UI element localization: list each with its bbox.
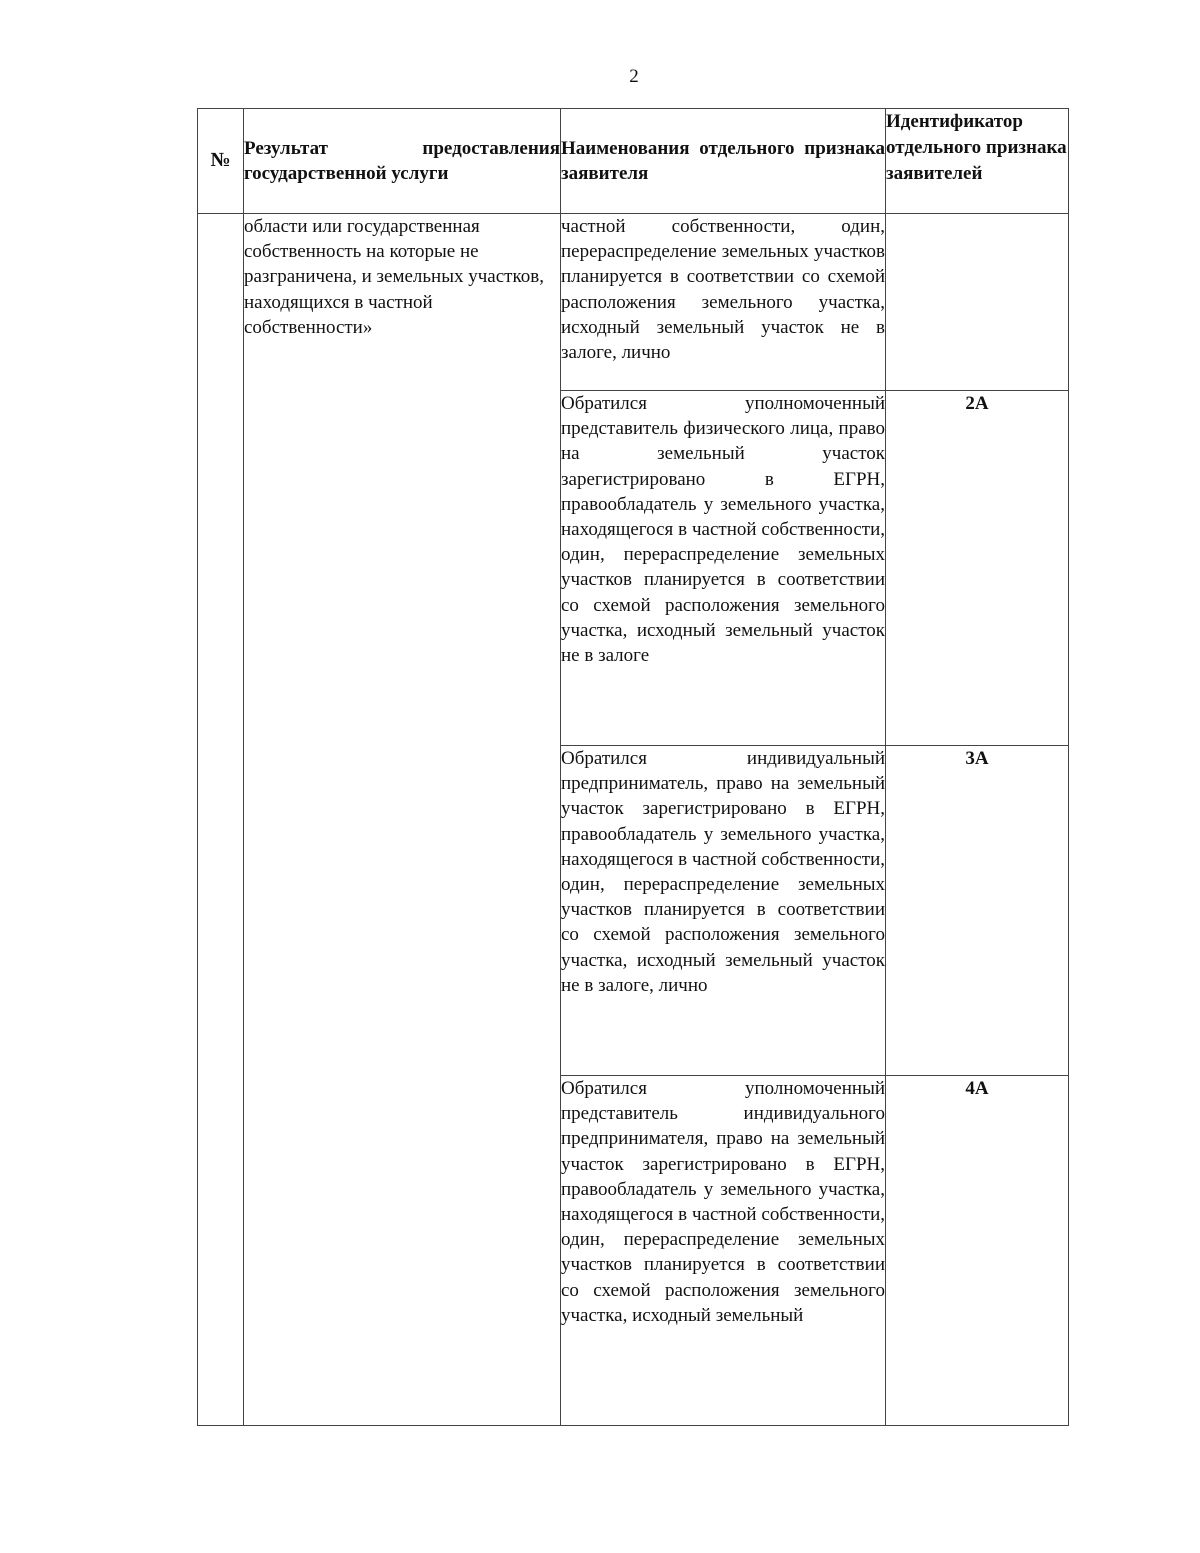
- header-feature-label: Наименования отдельного признака заявителя: [561, 137, 885, 184]
- header-identifier-label: Идентификатор отдельного признака заявителей: [886, 111, 1067, 184]
- cell-identifier: [886, 746, 1069, 1076]
- table-header-row: [198, 109, 1069, 214]
- cell-feature: [561, 391, 886, 746]
- identifier-text: 2А: [965, 393, 989, 414]
- feature-text: частной собственности, один, перераспределение земельных участков планируется в соответствии со схемой расположения земельного участка, исходный земельный участок не в залоге, лично: [561, 216, 885, 364]
- cell-feature: [561, 214, 886, 391]
- result-text: области или государственная собственность на которые не разграничена, и земельных участков, находящихся в частной собственности»: [244, 216, 544, 338]
- cell-identifier: [886, 1076, 1069, 1426]
- cell-feature: [561, 746, 886, 1076]
- applicant-features-table: [197, 108, 1069, 1426]
- page-number: 2: [629, 66, 639, 87]
- header-result-label: Результат предоставления государственной услуги: [244, 137, 560, 184]
- header-number: [198, 109, 244, 214]
- cell-identifier: [886, 214, 1069, 391]
- header-result: [244, 109, 561, 214]
- header-number-label: №: [210, 149, 231, 172]
- table-row: [198, 214, 1069, 391]
- cell-number: [198, 214, 244, 1426]
- identifier-text: 4А: [965, 1078, 989, 1099]
- header-feature: [561, 109, 886, 214]
- feature-text: Обратился индивидуальный предприниматель, право на земельный участок зарегистрировано в ЕГРН, правообладатель у земельного участка, находящегося в частной собственности, один, перераспределение земельных участков планируется в соответствии со схемой расположения земельного участка, исходный земельный участок не в залоге, лично: [561, 748, 885, 996]
- cell-result: [244, 214, 561, 1426]
- identifier-text: 3А: [965, 748, 989, 769]
- feature-text: Обратился уполномоченный представитель индивидуального предпринимателя, право на земельный участок зарегистрировано в ЕГРН, правообладатель у земельного участка, находящегося в частной собственности, один, перераспределение земельных участков планируется в соответствии со схемой расположения земельного участка, исходный земельный: [561, 1078, 885, 1326]
- cell-identifier: [886, 391, 1069, 746]
- header-identifier: [886, 109, 1069, 214]
- feature-text: Обратился уполномоченный представитель физического лица, право на земельный участок зарегистрировано в ЕГРН, правообладатель у земельного участка, находящегося в частной собственности, один, перераспределение земельных участков планируется в соответствии со схемой расположения земельного участка, исходный земельный участок не в залоге: [561, 393, 885, 667]
- cell-feature: [561, 1076, 886, 1426]
